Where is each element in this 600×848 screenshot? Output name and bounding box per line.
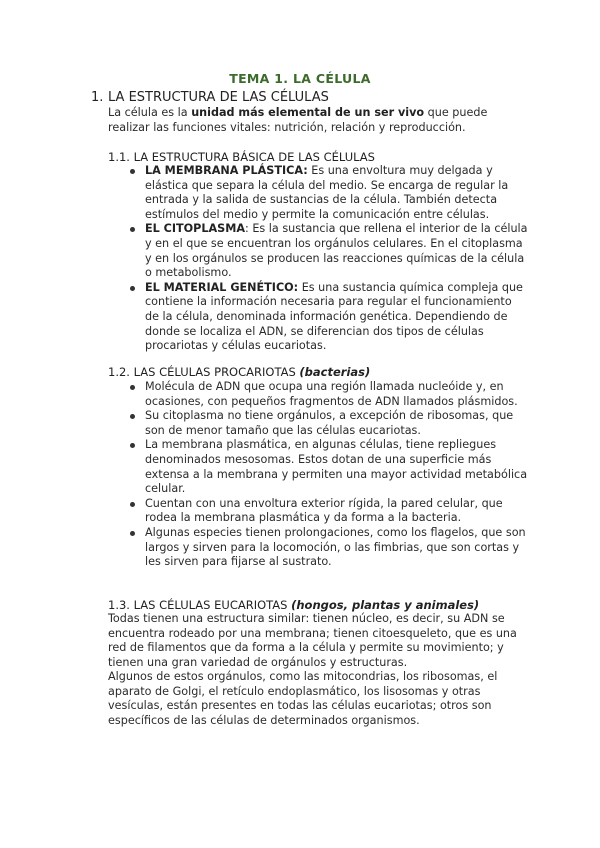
prokaryote-list [128, 380, 528, 570]
subsection-heading-italic: (bacterias) [299, 365, 371, 379]
basic-structure-list [128, 164, 528, 354]
subsection-heading-text: 1.3. LAS CÉLULAS EUCARIOTAS [108, 598, 292, 612]
subsection-heading-text: 1.2. LAS CÉLULAS PROCARIOTAS [108, 365, 300, 379]
subsection-heading-1-1: 1.1. LA ESTRUCTURA BÁSICA DE LAS CÉLULAS [108, 150, 375, 164]
list-item: Molécula de ADN que ocupa una región llamada nucleóide y, en ocasiones, con pequeños fragmentos de ADN llamados plásmidos. [128, 380, 528, 409]
list-item [128, 164, 528, 222]
item-term: EL CITOPLASMA [145, 222, 246, 236]
intro-suffix: que puede realizar las funciones vitales: nutrición, relación y reproducción. [108, 106, 488, 134]
list-item: Su citoplasma no tiene orgánulos, a excepción de ribosomas, que son de menor tamaño que las células eucariotas. [128, 409, 528, 438]
intro-bold: unidad más elemental de un ser vivo [191, 106, 425, 119]
list-item: Cuentan con una envoltura exterior rígida, la pared celular, que rodea la membrana plasmática y da forma a la bacteria. [128, 497, 528, 526]
list-item [128, 281, 528, 354]
eukaryote-paragraph-1: Todas tienen una estructura similar: tienen núcleo, es decir, su ADN se encuentra rodeado por una membrana; tienen citoesqueleto, que es una red de filamentos que da forma a la célula y permite su movimiento; y tienen una gran variedad de orgánulos y estructuras. [108, 612, 517, 669]
section-intro [108, 106, 528, 135]
subsection-heading-1-3 [108, 598, 479, 613]
item-term: EL MATERIAL GENÉTICO: [145, 280, 299, 294]
item-text: : Es la sustancia que rellena el interior de la célula y en el que se encuentran los orgánulos celulares. En el citoplasma y en los orgánulos se producen las reacciones químicas de la célula o metabolismo. [145, 222, 528, 280]
list-item [128, 222, 528, 280]
section-heading-text: LA ESTRUCTURA DE LAS CÉLULAS [108, 90, 329, 105]
item-text: Es una envoltura muy delgada y elástica que separa la célula del medio. Se encarga de regular la entrada y la salida de sustancias de la célula. También detecta estímulos del medio y permite la comunicación entre células. [145, 164, 509, 221]
section-heading-1 [91, 91, 329, 106]
intro-prefix: La célula es la [108, 106, 192, 119]
subsection-heading-1-2 [108, 365, 370, 380]
subsection-heading-italic: (hongos, plantas y animales) [291, 598, 480, 612]
list-item: Algunas especies tienen prolongaciones, como los flagelos, que son largos y sirven para la locomoción, o las fimbrias, que son cortas y les sirven para fijarse al sustrato. [128, 526, 528, 570]
item-term: LA MEMBRANA PLÁSTICA: [145, 164, 308, 177]
eukaryote-paragraph-2: Algunos de estos orgánulos, como las mitocondrias, los ribosomas, el aparato de Golgi, el retículo endoplasmático, los lisosomas y otras vesículas, están presentes en todas las células eucariotas; otros son específicos de las células de determinados organismos. [108, 670, 498, 727]
section-number: 1. [91, 90, 104, 105]
document-title: TEMA 1. LA CÉLULA [229, 71, 371, 86]
list-item: La membrana plasmática, en algunas células, tiene repliegues denominados mesosomas. Estos dotan de una superficie más extensa a la membrana y permiten una mayor actividad metabólica celular. [128, 438, 528, 496]
item-text: Es una sustancia química compleja que contiene la información necesaria para regular el funcionamiento de la célula, denominada información genética. Dependiendo de donde se localiza el ADN, se diferencian dos tipos de células procariotas y células eucariotas. [145, 280, 523, 353]
